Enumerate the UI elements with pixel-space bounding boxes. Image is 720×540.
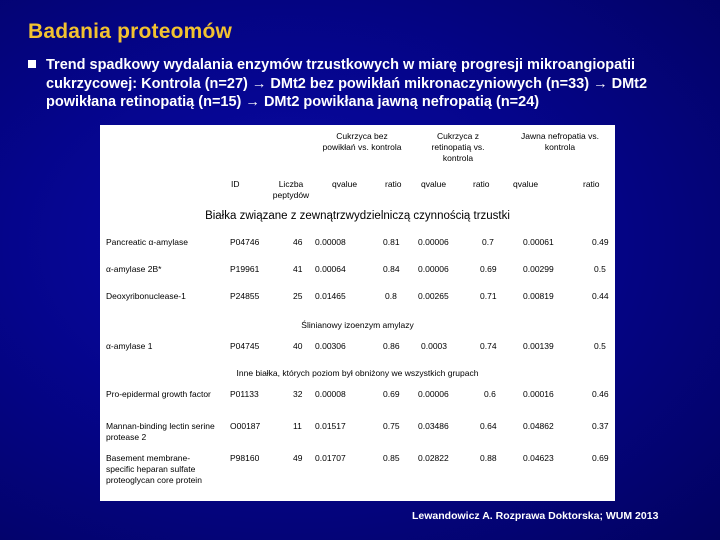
protein-name: Basement membrane-specific heparan sulfate proteoglycan core protein [106, 453, 202, 485]
protein-id: P01133 [230, 389, 259, 399]
col-header-qvalue-2: qvalue [421, 179, 447, 189]
col-header-peptides: Liczba peptydów [272, 179, 310, 200]
qvalue-1: 0.00064 [315, 264, 346, 274]
qvalue-3: 0.00299 [523, 264, 554, 274]
ratio-3: 0.5 [594, 341, 606, 351]
ratio-3: 0.37 [592, 421, 609, 431]
ratio-2: 0.7 [482, 237, 494, 247]
group-header-retinopathy: Cukrzyca z retinopatią vs. kontrola [431, 131, 485, 163]
peptide-count: 41 [293, 264, 303, 274]
col-header-ratio-3: ratio [583, 179, 600, 189]
ratio-3: 0.49 [592, 237, 609, 247]
col-header-ratio-1: ratio [385, 179, 402, 189]
protein-id: O00187 [230, 421, 261, 431]
protein-name: α-amylase 1 [106, 341, 153, 351]
peptide-count: 46 [293, 237, 303, 247]
col-header-qvalue-3: qvalue [513, 179, 539, 189]
bullet-point [28, 56, 708, 112]
qvalue-2: 0.03486 [418, 421, 449, 431]
ratio-2: 0.88 [480, 453, 497, 463]
qvalue-2: 0.00006 [418, 237, 449, 247]
qvalue-2: 0.02822 [418, 453, 449, 463]
qvalue-2: 0.00265 [418, 291, 449, 301]
ratio-1: 0.81 [383, 237, 400, 247]
group-header-no-complications: Cukrzyca bez powikłań vs. kontrola [322, 131, 402, 152]
protein-id: P98160 [230, 453, 260, 463]
ratio-1: 0.75 [383, 421, 400, 431]
qvalue-1: 0.01465 [315, 291, 346, 301]
ratio-2: 0.74 [480, 341, 497, 351]
peptide-count: 32 [293, 389, 303, 399]
protein-name: Mannan-binding lectin serine protease 2 [106, 421, 215, 442]
group-header-nephropathy: Jawna nefropatia vs. kontrola [521, 131, 599, 152]
qvalue-1: 0.01707 [315, 453, 346, 463]
ratio-2: 0.64 [480, 421, 497, 431]
protein-name: Pancreatic α-amylase [106, 237, 188, 247]
qvalue-3: 0.00139 [523, 341, 554, 351]
ratio-3: 0.69 [592, 453, 609, 463]
qvalue-3: 0.00061 [523, 237, 554, 247]
col-header-ratio-2: ratio [473, 179, 490, 189]
peptide-count: 49 [293, 453, 303, 463]
qvalue-1: 0.01517 [315, 421, 346, 431]
qvalue-2: 0.00006 [418, 264, 449, 274]
section-heading-other: Inne białka, których poziom był obniżony we wszystkich grupach [236, 368, 479, 378]
qvalue-2: 0.00006 [418, 389, 449, 399]
qvalue-1: 0.00008 [315, 237, 346, 247]
ratio-1: 0.84 [383, 264, 400, 274]
qvalue-1: 0.00306 [315, 341, 346, 351]
protein-id: P04746 [230, 237, 260, 247]
section-heading-salivary: Ślinianowy izoenzym amylazy [301, 320, 414, 330]
ratio-2: 0.71 [480, 291, 497, 301]
protein-id: P24855 [230, 291, 260, 301]
qvalue-3: 0.04623 [523, 453, 554, 463]
ratio-3: 0.46 [592, 389, 609, 399]
citation-footer: Lewandowicz A. Rozprawa Doktorska; WUM 2013 [412, 510, 659, 522]
qvalue-3: 0.00819 [523, 291, 554, 301]
qvalue-1: 0.00008 [315, 389, 346, 399]
col-header-qvalue-1: qvalue [332, 179, 358, 189]
peptide-count: 40 [293, 341, 303, 351]
ratio-1: 0.69 [383, 389, 400, 399]
square-bullet-icon [28, 60, 36, 68]
ratio-3: 0.5 [594, 264, 606, 274]
protein-id: P04745 [230, 341, 260, 351]
ratio-2: 0.69 [480, 264, 497, 274]
proteome-table [100, 125, 615, 501]
qvalue-3: 0.04862 [523, 421, 554, 431]
ratio-1: 0.85 [383, 453, 400, 463]
protein-name: α-amylase 2B* [106, 264, 162, 274]
protein-id: P19961 [230, 264, 260, 274]
protein-name: Pro-epidermal growth factor [106, 389, 211, 399]
qvalue-2: 0.0003 [421, 341, 447, 351]
col-header-id: ID [231, 179, 240, 189]
qvalue-3: 0.00016 [523, 389, 554, 399]
peptide-count: 11 [293, 421, 302, 431]
ratio-3: 0.44 [592, 291, 609, 301]
ratio-1: 0.86 [383, 341, 400, 351]
section-heading-exocrine: Białka związane z zewnątrzwydzielniczą czynnością trzustki [205, 210, 510, 222]
protein-name: Deoxyribonuclease-1 [106, 291, 186, 301]
bullet-text: Trend spadkowy wydalania enzymów trzustkowych w miarę progresji mikroangiopatii cukrzycowej: Kontrola (n=27) → DMt2 bez powikłań mikronaczyniowych (n=33) → DMt2 powikłana retinopatią (n=15) → DMt2 powikłana jawną nefropatią (n=24) [46, 57, 648, 110]
slide-title: Badania proteomów [28, 20, 233, 43]
peptide-count: 25 [293, 291, 303, 301]
ratio-1: 0.8 [385, 291, 397, 301]
ratio-2: 0.6 [484, 389, 496, 399]
